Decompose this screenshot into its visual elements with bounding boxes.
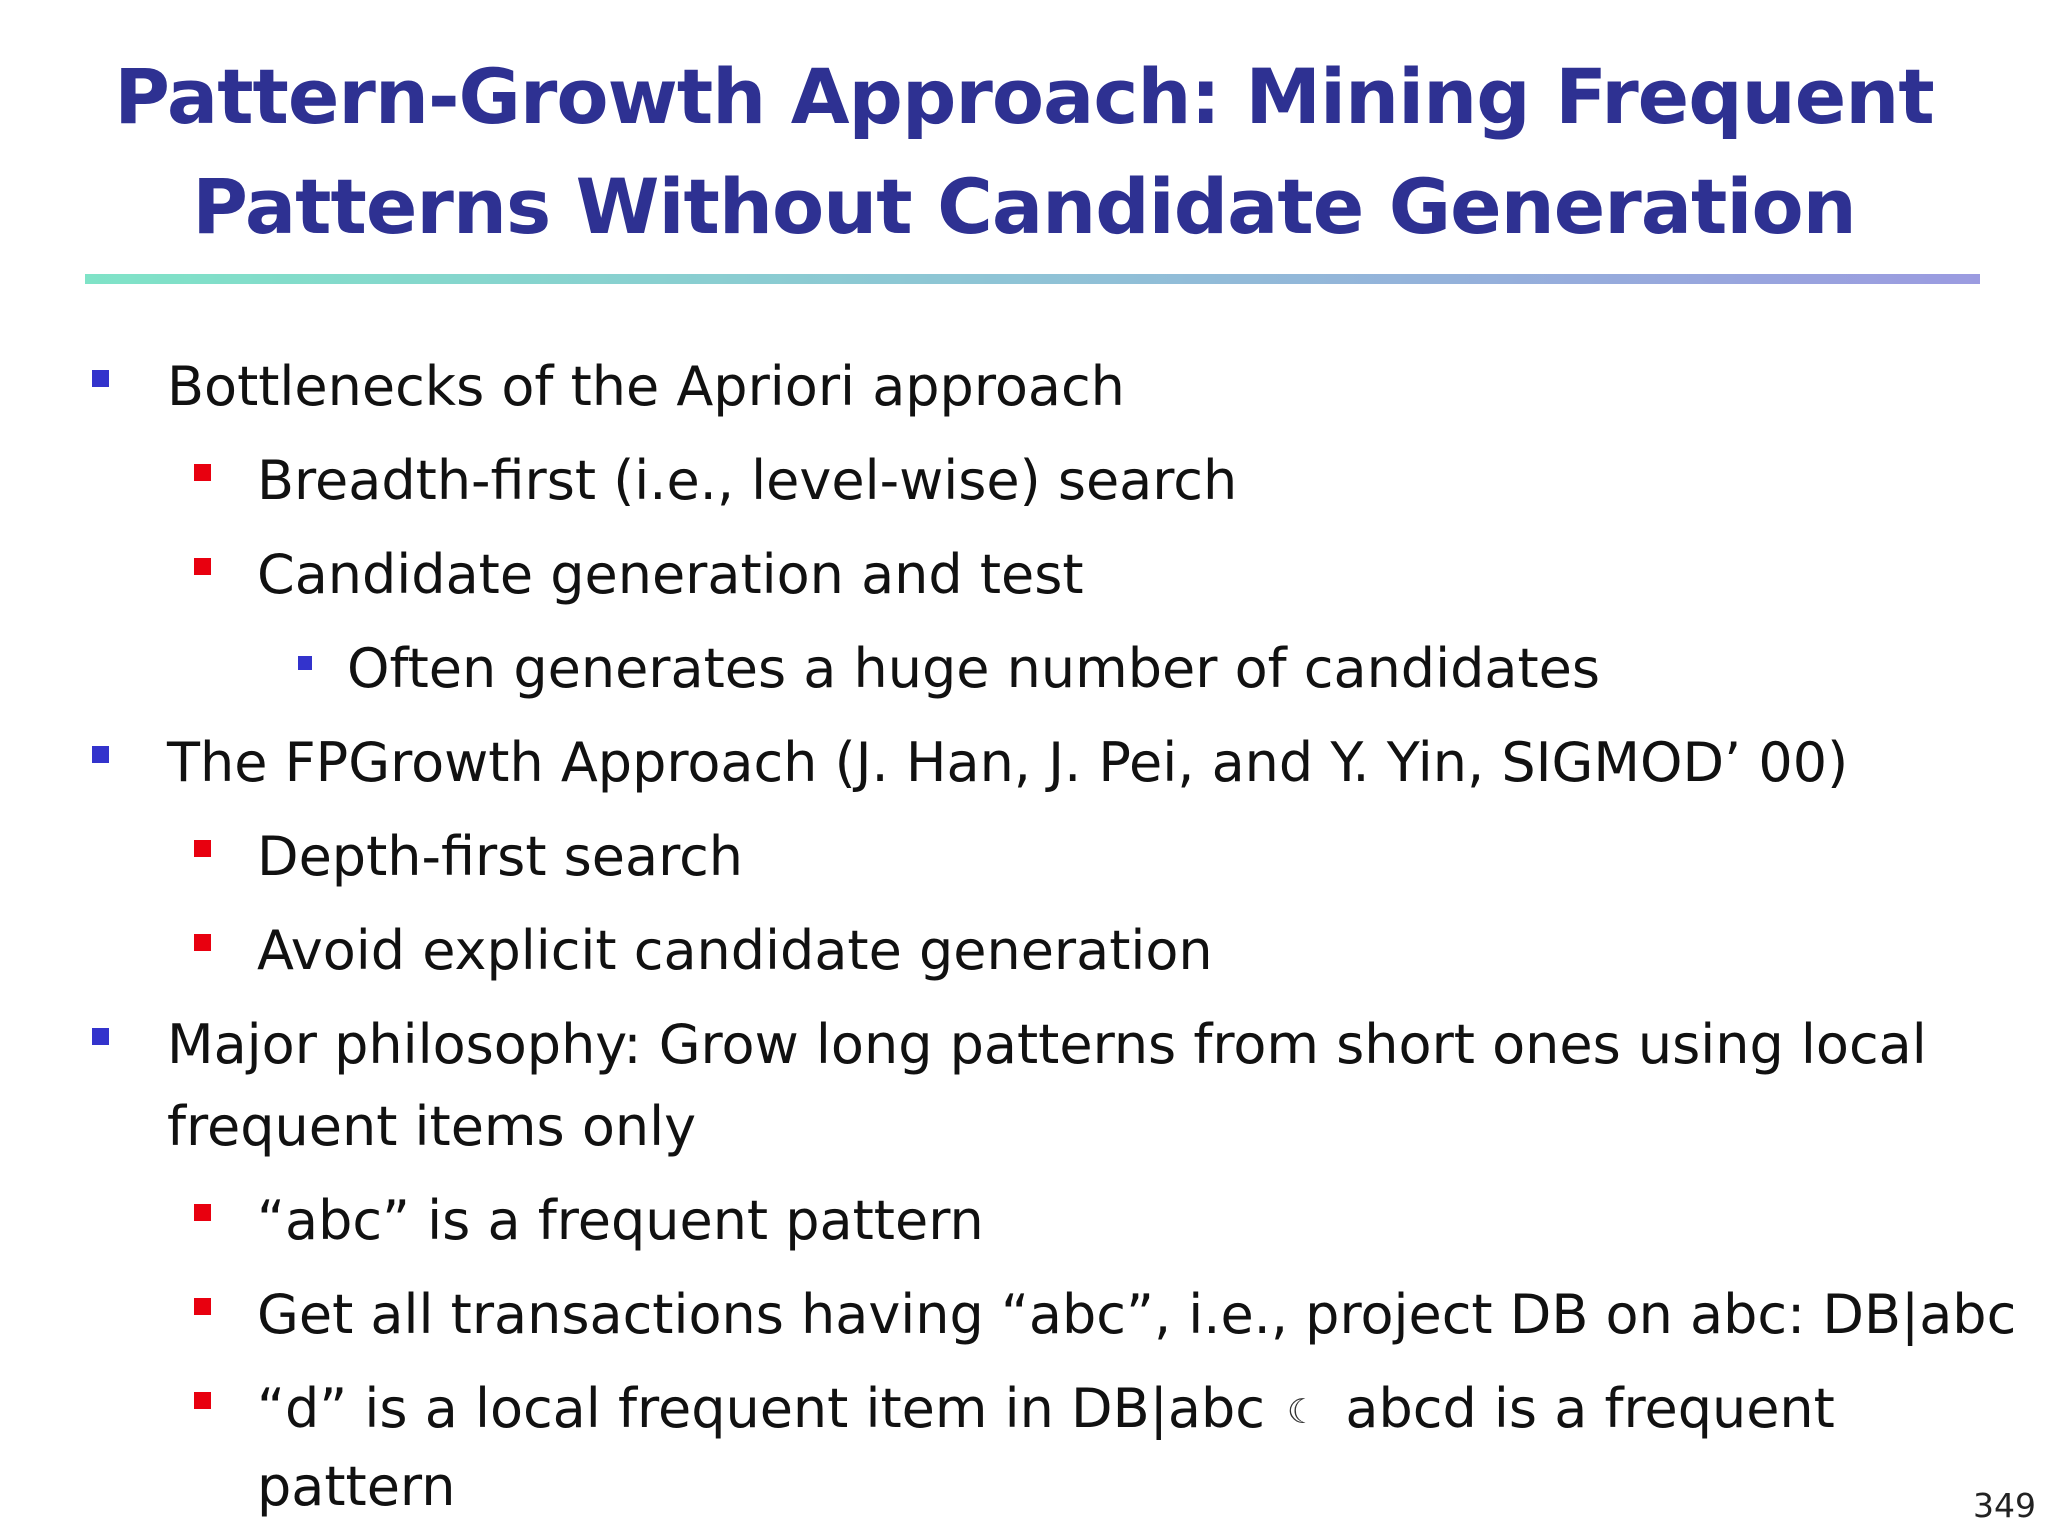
bullet-local-frequent-text: “d” is a local frequent item in DB|abc bbox=[257, 1377, 1265, 1440]
bullet-fpgrowth-approach: The FPGrowth Approach (J. Han, J. Pei, and Y. Yin, SIGMOD’ 00) bbox=[167, 731, 1849, 794]
implies-symbol-icon: ☾ bbox=[1286, 1392, 1318, 1433]
bullet-marker-level-2 bbox=[194, 934, 211, 951]
bullet-abc-frequent: “abc” is a frequent pattern bbox=[257, 1189, 984, 1252]
bullet-marker-level-2 bbox=[194, 1204, 211, 1221]
bullet-local-frequent-item bbox=[257, 1368, 1835, 1453]
bullet-marker-level-2 bbox=[194, 558, 211, 575]
bullet-local-frequent-item-line-2: pattern bbox=[257, 1455, 456, 1518]
slide-title-line-1: Pattern-Growth Approach: Mining Frequent bbox=[114, 52, 1934, 141]
bullet-marker-level-2 bbox=[194, 1392, 211, 1409]
bullet-marker-level-2 bbox=[194, 1298, 211, 1315]
bullet-apriori-bottlenecks: Bottlenecks of the Apriori approach bbox=[167, 355, 1125, 418]
bullet-candidate-generation-test: Candidate generation and test bbox=[257, 543, 1084, 606]
bullet-abcd-text: abcd is a frequent bbox=[1345, 1377, 1835, 1440]
bullet-marker-level-2 bbox=[194, 464, 211, 481]
bullet-avoid-candidate-generation: Avoid explicit candidate generation bbox=[257, 919, 1213, 982]
bullet-breadth-first: Breadth-first (i.e., level-wise) search bbox=[257, 449, 1238, 512]
bullet-marker-level-2 bbox=[194, 840, 211, 857]
bullet-huge-number-candidates: Often generates a huge number of candidates bbox=[347, 637, 1600, 700]
bullet-major-philosophy-line-1: Major philosophy: Grow long patterns from short ones using local bbox=[167, 1013, 1927, 1076]
bullet-marker-level-3 bbox=[298, 656, 312, 670]
bullet-depth-first: Depth-first search bbox=[257, 825, 744, 888]
bullet-marker-level-1 bbox=[92, 746, 109, 763]
page-number: 349 bbox=[1973, 1486, 2036, 1525]
slide-title-line-2: Patterns Without Candidate Generation bbox=[192, 162, 1856, 251]
bullet-project-db: Get all transactions having “abc”, i.e., project DB on abc: DB|abc bbox=[257, 1283, 2017, 1346]
bullet-marker-level-1 bbox=[92, 1028, 109, 1045]
bullet-marker-level-1 bbox=[92, 370, 109, 387]
bullet-major-philosophy-line-2: frequent items only bbox=[167, 1095, 697, 1158]
